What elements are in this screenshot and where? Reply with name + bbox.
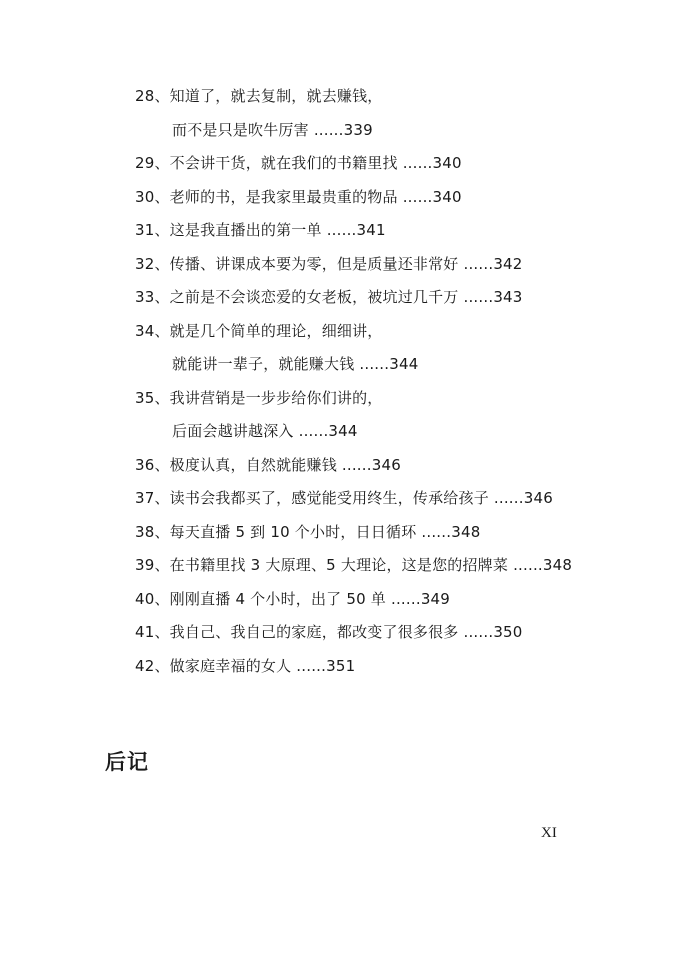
toc-leader: ...... — [463, 254, 494, 273]
toc-page-number: 344 — [389, 355, 419, 373]
toc-page-number: 346 — [371, 455, 401, 474]
toc-leader: ...... — [402, 187, 433, 206]
toc-leader: ...... — [296, 656, 327, 675]
toc-page-number: 339 — [343, 120, 373, 139]
toc-entry — [135, 553, 655, 587]
toc-entry-title: 而不是只是吹牛厉害 — [172, 120, 309, 139]
toc-page-number: 346 — [523, 489, 553, 507]
toc-entry-title: 就能讲一辈子，就能赚大钱 — [172, 355, 355, 373]
toc-leader: ...... — [513, 556, 543, 574]
toc-page-number: 348 — [451, 522, 481, 541]
toc-entry-title: 38、每天直播 5 到 10 个小时，日日循环 — [135, 522, 417, 541]
toc-entry — [135, 453, 655, 487]
toc-entry — [135, 486, 655, 520]
toc-entry-title: 41、我自己、我自己的家庭，都改变了很多很多 — [135, 623, 459, 641]
toc-leader: ...... — [463, 623, 494, 641]
toc-entry — [135, 218, 655, 252]
toc-entry — [135, 520, 655, 554]
toc-page-number: 349 — [420, 589, 451, 608]
toc-leader: ...... — [313, 120, 344, 139]
toc-entry-title: 35、我讲营销是一步步给你们讲的， — [135, 388, 383, 407]
toc-leader: ...... — [298, 422, 329, 440]
toc-entry — [135, 252, 655, 286]
toc-leader: ...... — [391, 589, 421, 608]
toc-leader: ...... — [359, 355, 390, 373]
toc-page-number: 344 — [328, 422, 358, 440]
toc-entry-title: 37、读书会我都买了，感觉能受用终生，传承给孩子 — [135, 489, 489, 507]
toc-entry-title: 32、传播、讲课成本要为零，但是质量还非常好 — [135, 254, 459, 273]
toc-entry — [135, 587, 655, 621]
toc-page-number: 350 — [493, 623, 523, 641]
section-title-epilogue: 后记 — [105, 750, 149, 774]
toc-entry-title: 42、做家庭幸福的女人 — [135, 656, 292, 675]
toc-entry — [135, 654, 655, 688]
toc-entry-title: 33、之前是不会谈恋爱的女老板，被坑过几千万 — [135, 288, 459, 306]
toc-leader: ...... — [463, 288, 494, 306]
toc-entry-title: 34、就是几个简单的理论，细细讲， — [135, 321, 383, 340]
toc-entry — [135, 386, 655, 420]
toc-entry-title: 36、极度认真，自然就能赚钱 — [135, 455, 337, 474]
toc-entry-title: 后面会越讲越深入 — [172, 422, 294, 440]
table-of-contents — [135, 84, 655, 687]
toc-page-number: 341 — [356, 221, 386, 239]
toc-entry-title: 39、在书籍里找 3 大原理、5 大理论，这是您的招牌菜 — [135, 556, 509, 574]
toc-leader: ...... — [326, 221, 357, 239]
page-number: XI — [541, 825, 557, 841]
toc-entry — [135, 285, 655, 319]
toc-page-number: 343 — [493, 288, 523, 306]
toc-leader: ...... — [421, 522, 452, 541]
toc-entry-continuation — [135, 419, 655, 453]
toc-entry-title: 28、知道了，就去复制，就去赚钱， — [135, 87, 383, 105]
toc-entry-continuation — [135, 118, 655, 152]
toc-leader: ...... — [341, 455, 372, 474]
toc-page-number: 348 — [542, 556, 573, 574]
toc-entry-title: 29、不会讲干货，就在我们的书籍里找 — [135, 154, 398, 172]
toc-entry — [135, 319, 655, 353]
toc-page-number: 342 — [493, 254, 523, 273]
toc-entry — [135, 620, 655, 654]
toc-leader: ...... — [402, 154, 433, 172]
toc-entry-title: 31、这是我直播出的第一单 — [135, 221, 322, 239]
toc-entry-title: 30、老师的书，是我家里最贵重的物品 — [135, 187, 398, 206]
toc-entry — [135, 151, 655, 185]
toc-page-number: 340 — [432, 154, 462, 172]
toc-page-number: 340 — [432, 187, 462, 206]
toc-leader: ...... — [493, 489, 524, 507]
toc-page-number: 351 — [326, 656, 356, 675]
toc-entry — [135, 185, 655, 219]
toc-entry-title: 40、刚刚直播 4 个小时，出了 50 单 — [135, 589, 386, 608]
toc-entry — [135, 84, 655, 118]
toc-entry-continuation — [135, 352, 655, 386]
